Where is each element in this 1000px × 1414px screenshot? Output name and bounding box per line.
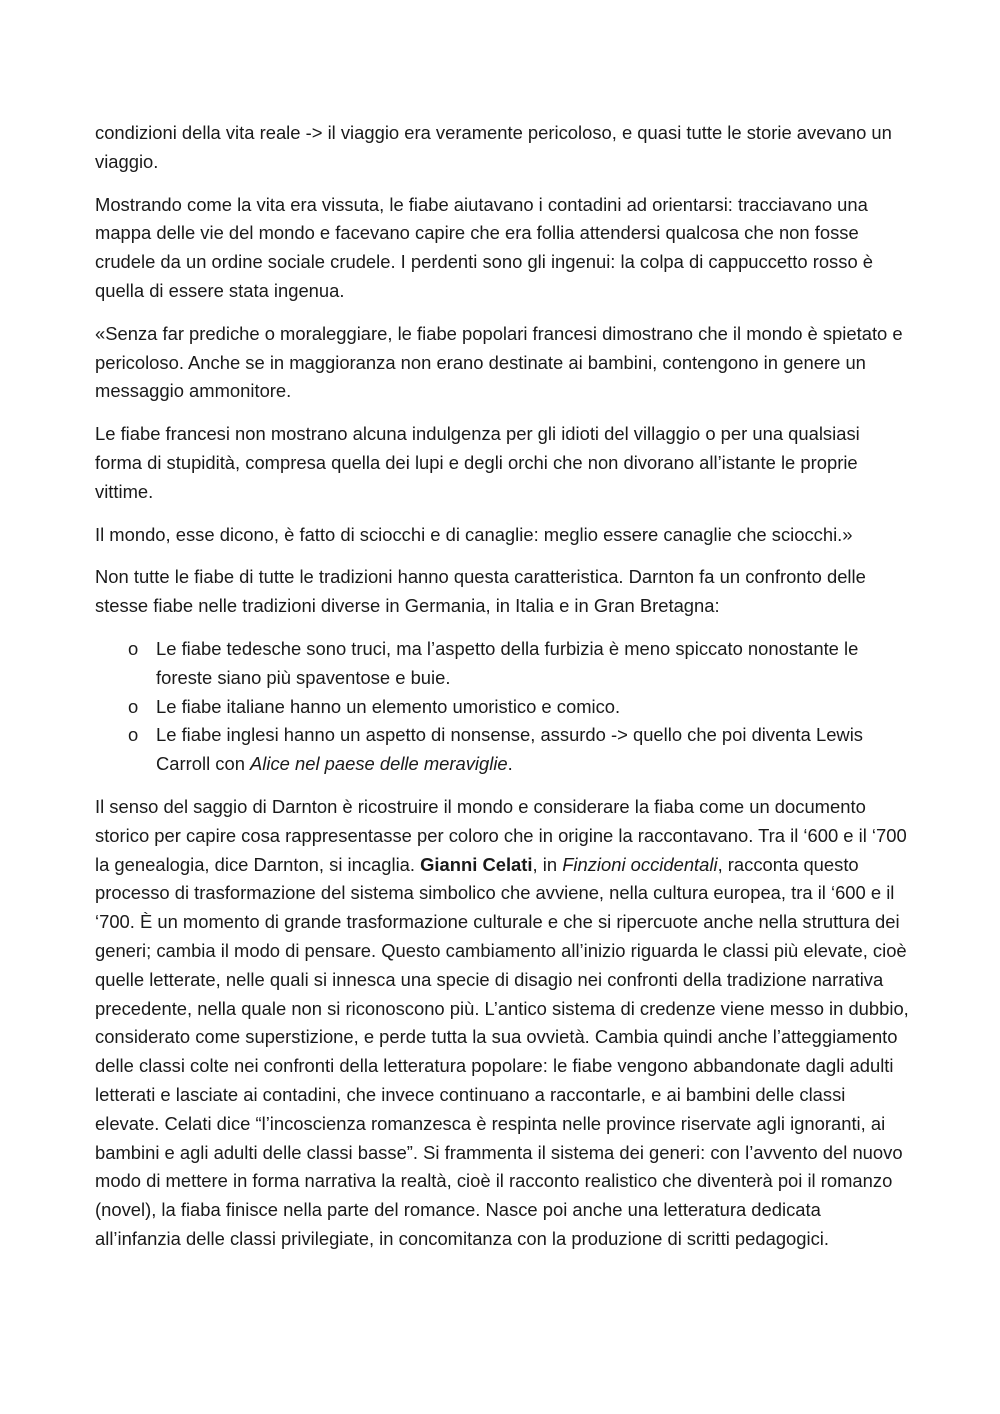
celati-name: Gianni Celati bbox=[420, 853, 533, 875]
finzioni-title: Finzioni occidentali bbox=[562, 853, 718, 875]
paragraph-quote-start: «Senza far prediche o moraleggiare, le fiabe popolari francesi dimostrano che il mondo è spietato e pericoloso. Anche se in maggioranza non erano destinate ai bambini, contengono in genere un messaggio ammonitore. bbox=[95, 322, 903, 402]
list-item-italian: o Le fiabe italiane hanno un elemento umoristico e comico. bbox=[156, 693, 910, 722]
list-item-english-end: . bbox=[507, 753, 513, 775]
final-text-part3: , racconta questo processo di trasformazione del sistema simbolico che avviene, nella cultura europea, tra il ‘600 e il ‘700. È un momento di grande trasformazione culturale e che si ripercuote anche nella struttura dei generi; cambia il modo di pensare. Questo cambiamento all’inizio riguarda le classi più elevate, cioè quelle letterate, nelle quali si innesca una specie di disagio nei confronti della tradizione narrativa precedente, nella quale non si riconoscono più. L’antico sistema di credenze viene messo in dubbio, considerato come superstizione, e perde tutta la sua ovvietà. Cambia quindi anche l’atteggiamento delle classi colte nei confronti della letteratura popolare: le fiabe vengono abbandonate dagli adulti letterati e lasciate ai contadini, che invece continuano a raccontarle, e ai bambini delle classi elevate. Celati dice “l’incoscienza romanzesca è respinta nelle province riservate agli ignoranti, ai bambini e agli adulti delle classi basse”. Si frammenta il sistema dei generi: con l’avvento del nuovo modo di mettere in forma narrativa la realtà, cioè il racconto realistico che diventerà poi il romanzo (novel), la fiaba finisce nella parte del romance. Nasce poi anche una letteratura dedicata all’infanzia delle classi privilegiate, in concomitanza con la produzione di scritti pedagogici. bbox=[95, 853, 909, 1249]
paragraph-comparison: Non tutte le fiabe di tutte le tradizioni hanno questa caratteristica. Darnton fa un confronto delle stesse fiabe nelle tradizioni diverse in Germania, in Italia e in Gran Bretagna: bbox=[95, 566, 866, 617]
paragraph-orientation: Mostrando come la vita era vissuta, le fiabe aiutavano i contadini ad orientarsi: tracciavano una mappa delle vie del mondo e facevano capire che era follia attendersi qualcosa che non fosse crudele da un ordine sociale crudele. I perdenti sono gli ingenui: la colpa di cappuccetto rosso è quella di essere stata ingenua. bbox=[95, 193, 874, 301]
document-page bbox=[95, 119, 910, 1268]
traditions-list bbox=[95, 635, 910, 779]
paragraph-quote-french: Le fiabe francesi non mostrano alcuna indulgenza per gli idioti del villaggio o per una qualsiasi forma di stupidità, compresa quella dei lupi e degli orchi che non divorano all’istante le proprie vittime. bbox=[95, 423, 860, 502]
paragraph-darnton-celati bbox=[95, 793, 910, 1254]
paragraph-travel: condizioni della vita reale -> il viaggio era veramente pericoloso, e quasi tutte le storie avevano un viaggio. bbox=[95, 122, 892, 172]
alice-title: Alice nel paese delle meraviglie bbox=[250, 753, 508, 775]
final-text-part2: , in bbox=[532, 853, 563, 875]
list-item-german: o Le fiabe tedesche sono truci, ma l’aspetto della furbizia è meno spiccato nonostante le foreste siano più spaventose e buie. bbox=[156, 635, 910, 693]
list-item-english-text: Le fiabe inglesi hanno un aspetto di nonsense, assurdo -> quello che poi diventa Lewis Carroll con bbox=[156, 724, 863, 775]
list-item-english bbox=[156, 721, 910, 779]
final-text-part1: Il senso del saggio di Darnton è ricostruire il mondo e considerare la fiaba come un documento storico per capire cosa rappresentasse per coloro che in origine la raccontavano. Tra il ‘600 e il ‘700 la genealogia, dice Darnton, si incaglia. bbox=[95, 795, 907, 875]
paragraph-quote-end: Il mondo, esse dicono, è fatto di sciocchi e di canaglie: meglio essere canaglie che sciocchi.» bbox=[95, 523, 853, 545]
